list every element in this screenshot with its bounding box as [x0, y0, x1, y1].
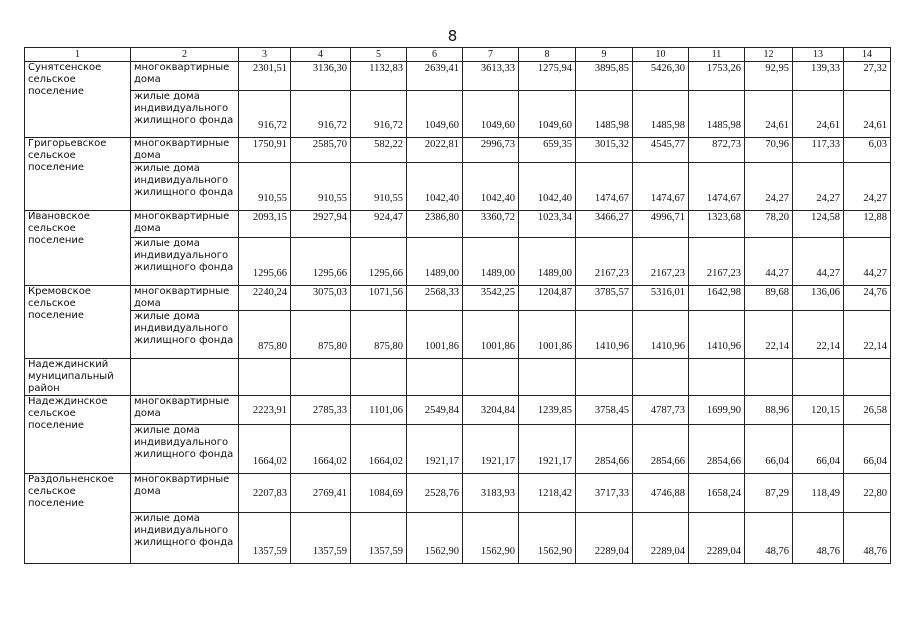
district-row — [25, 359, 891, 396]
empty-cell — [351, 359, 407, 396]
empty-cell — [844, 359, 891, 396]
table-cell: 1474,67 — [633, 163, 689, 211]
column-header: 1 — [25, 48, 131, 62]
table-row — [25, 474, 891, 513]
table-cell: 1023,34 — [519, 211, 576, 238]
table-cell: 924,47 — [351, 211, 407, 238]
table-cell: 87,29 — [745, 474, 793, 513]
table-cell: 24,61 — [844, 91, 891, 138]
table-cell: 6,03 — [844, 138, 891, 163]
table-body — [25, 48, 891, 564]
table-cell: 24,61 — [793, 91, 844, 138]
column-header: 9 — [576, 48, 633, 62]
table-row — [25, 91, 891, 138]
table-cell: 89,68 — [745, 286, 793, 311]
table-cell: 2854,66 — [689, 425, 745, 474]
table-cell: 1042,40 — [519, 163, 576, 211]
table-cell: 3466,27 — [576, 211, 633, 238]
table-cell: 48,76 — [745, 513, 793, 564]
table-cell: 1357,59 — [291, 513, 351, 564]
empty-cell — [633, 359, 689, 396]
table-row — [25, 311, 891, 359]
table-cell: 92,95 — [745, 62, 793, 91]
table-cell: 26,58 — [844, 396, 891, 425]
housing-type: многоквартирные дома — [131, 286, 239, 311]
table-cell: 120,15 — [793, 396, 844, 425]
table-cell: 1275,94 — [519, 62, 576, 91]
table-cell: 12,88 — [844, 211, 891, 238]
table-cell: 66,04 — [844, 425, 891, 474]
table-cell: 2093,15 — [239, 211, 291, 238]
table-cell: 24,76 — [844, 286, 891, 311]
table-cell: 1042,40 — [463, 163, 519, 211]
table-cell: 1049,60 — [407, 91, 463, 138]
table-cell: 44,27 — [745, 238, 793, 286]
table-cell: 24,27 — [844, 163, 891, 211]
empty-cell — [519, 359, 576, 396]
table-cell: 2022,81 — [407, 138, 463, 163]
column-header: 4 — [291, 48, 351, 62]
table-cell: 2585,70 — [291, 138, 351, 163]
table-cell: 1750,91 — [239, 138, 291, 163]
empty-cell — [793, 359, 844, 396]
housing-type: многоквартирные дома — [131, 474, 239, 513]
table-cell: 1239,85 — [519, 396, 576, 425]
table-cell: 124,58 — [793, 211, 844, 238]
table-cell: 875,80 — [291, 311, 351, 359]
table-cell: 1664,02 — [351, 425, 407, 474]
table-row — [25, 513, 891, 564]
table-cell: 1664,02 — [291, 425, 351, 474]
table-cell: 24,27 — [745, 163, 793, 211]
table-cell: 582,22 — [351, 138, 407, 163]
table-cell: 2167,23 — [689, 238, 745, 286]
housing-type: жилые дома индивидуального жилищного фонда — [131, 163, 239, 211]
empty-cell — [291, 359, 351, 396]
table-cell: 910,55 — [291, 163, 351, 211]
table-cell: 659,35 — [519, 138, 576, 163]
table-cell: 1132,83 — [351, 62, 407, 91]
table-cell: 22,14 — [844, 311, 891, 359]
table-cell: 1218,42 — [519, 474, 576, 513]
settlement-name: Раздольненское сельское поселение — [25, 474, 131, 564]
table-cell: 139,33 — [793, 62, 844, 91]
table-cell: 1049,60 — [519, 91, 576, 138]
housing-type: жилые дома индивидуального жилищного фонда — [131, 238, 239, 286]
table-cell: 48,76 — [844, 513, 891, 564]
housing-type: жилые дома индивидуального жилищного фонда — [131, 425, 239, 474]
column-header: 3 — [239, 48, 291, 62]
column-header: 10 — [633, 48, 689, 62]
table-cell: 1921,17 — [519, 425, 576, 474]
table-cell: 910,55 — [351, 163, 407, 211]
empty-cell — [131, 359, 239, 396]
table-cell: 1295,66 — [351, 238, 407, 286]
table-cell: 1204,87 — [519, 286, 576, 311]
table-cell: 1295,66 — [291, 238, 351, 286]
table-cell: 875,80 — [239, 311, 291, 359]
table-cell: 5316,01 — [633, 286, 689, 311]
table-cell: 118,49 — [793, 474, 844, 513]
table-cell: 1323,68 — [689, 211, 745, 238]
table-cell: 3015,32 — [576, 138, 633, 163]
page-number: 8 — [447, 27, 458, 45]
table-cell: 1410,96 — [633, 311, 689, 359]
table-cell: 2785,33 — [291, 396, 351, 425]
table-cell: 2854,66 — [633, 425, 689, 474]
table-cell: 1921,17 — [463, 425, 519, 474]
table-row — [25, 238, 891, 286]
table-cell: 1001,86 — [519, 311, 576, 359]
column-header: 11 — [689, 48, 745, 62]
table-cell: 3136,30 — [291, 62, 351, 91]
table-row — [25, 62, 891, 91]
table-cell: 70,96 — [745, 138, 793, 163]
table-cell: 3183,93 — [463, 474, 519, 513]
table-cell: 4746,88 — [633, 474, 689, 513]
table-cell: 2223,91 — [239, 396, 291, 425]
table-cell: 24,61 — [745, 91, 793, 138]
column-header: 2 — [131, 48, 239, 62]
table-row — [25, 163, 891, 211]
table-cell: 1562,90 — [463, 513, 519, 564]
table-cell: 4996,71 — [633, 211, 689, 238]
table-cell: 1001,86 — [463, 311, 519, 359]
table-cell: 1042,40 — [407, 163, 463, 211]
settlement-name: Сунятсенское сельское поселение — [25, 62, 131, 138]
table-row — [25, 425, 891, 474]
table-cell: 916,72 — [351, 91, 407, 138]
empty-cell — [576, 359, 633, 396]
table-cell: 2289,04 — [576, 513, 633, 564]
table-cell: 1642,98 — [689, 286, 745, 311]
table-cell: 1474,67 — [576, 163, 633, 211]
housing-type: многоквартирные дома — [131, 211, 239, 238]
table-cell: 1049,60 — [463, 91, 519, 138]
table-cell: 1357,59 — [239, 513, 291, 564]
housing-type: многоквартирные дома — [131, 138, 239, 163]
table-cell: 1001,86 — [407, 311, 463, 359]
table-cell: 2639,41 — [407, 62, 463, 91]
settlement-name: Григорьевское сельское поселение — [25, 138, 131, 211]
table-cell: 1562,90 — [519, 513, 576, 564]
table-cell: 2769,41 — [291, 474, 351, 513]
table-cell: 3758,45 — [576, 396, 633, 425]
header-row — [25, 48, 891, 62]
empty-cell — [239, 359, 291, 396]
table-cell: 3204,84 — [463, 396, 519, 425]
table-row — [25, 211, 891, 238]
table-cell: 22,80 — [844, 474, 891, 513]
table-cell: 1357,59 — [351, 513, 407, 564]
table-cell: 1101,06 — [351, 396, 407, 425]
table-cell: 5426,30 — [633, 62, 689, 91]
table-cell: 3613,33 — [463, 62, 519, 91]
settlement-name: Ивановское сельское поселение — [25, 211, 131, 286]
table-cell: 1295,66 — [239, 238, 291, 286]
table-cell: 4545,77 — [633, 138, 689, 163]
empty-cell — [745, 359, 793, 396]
table-cell: 22,14 — [793, 311, 844, 359]
table-cell: 1489,00 — [519, 238, 576, 286]
table-cell: 2568,33 — [407, 286, 463, 311]
table-cell: 3895,85 — [576, 62, 633, 91]
housing-type: многоквартирные дома — [131, 396, 239, 425]
table-cell: 24,27 — [793, 163, 844, 211]
table-cell: 2854,66 — [576, 425, 633, 474]
table-cell: 1485,98 — [576, 91, 633, 138]
table-cell: 2167,23 — [633, 238, 689, 286]
table-cell: 1474,67 — [689, 163, 745, 211]
table-cell: 1410,96 — [689, 311, 745, 359]
table-row — [25, 138, 891, 163]
table-cell: 2996,73 — [463, 138, 519, 163]
table-cell: 48,76 — [793, 513, 844, 564]
table-cell: 2386,80 — [407, 211, 463, 238]
table-cell: 44,27 — [793, 238, 844, 286]
table-cell: 872,73 — [689, 138, 745, 163]
table-cell: 2528,76 — [407, 474, 463, 513]
table-cell: 136,06 — [793, 286, 844, 311]
empty-cell — [689, 359, 745, 396]
table-cell: 3785,57 — [576, 286, 633, 311]
table-cell: 916,72 — [239, 91, 291, 138]
table-cell: 2927,94 — [291, 211, 351, 238]
tariff-table — [24, 47, 891, 564]
table-cell: 3542,25 — [463, 286, 519, 311]
empty-cell — [463, 359, 519, 396]
table-cell: 2240,24 — [239, 286, 291, 311]
housing-type: жилые дома индивидуального жилищного фонда — [131, 91, 239, 138]
column-header: 7 — [463, 48, 519, 62]
table-cell: 916,72 — [291, 91, 351, 138]
settlement-name: Кремовское сельское поселение — [25, 286, 131, 359]
table-cell: 3360,72 — [463, 211, 519, 238]
table-cell: 2167,23 — [576, 238, 633, 286]
table-cell: 2301,51 — [239, 62, 291, 91]
table-cell: 1489,00 — [407, 238, 463, 286]
column-header: 6 — [407, 48, 463, 62]
table-cell: 910,55 — [239, 163, 291, 211]
housing-type: жилые дома индивидуального жилищного фонда — [131, 311, 239, 359]
table-cell: 2289,04 — [689, 513, 745, 564]
column-header: 5 — [351, 48, 407, 62]
table-cell: 1753,26 — [689, 62, 745, 91]
table-cell: 1664,02 — [239, 425, 291, 474]
table-cell: 1084,69 — [351, 474, 407, 513]
table-row — [25, 286, 891, 311]
empty-cell — [407, 359, 463, 396]
settlement-name: Надеждинское сельское поселение — [25, 396, 131, 474]
table-cell: 1485,98 — [689, 91, 745, 138]
table-cell: 875,80 — [351, 311, 407, 359]
district-name: Надеждинский муниципальный район — [25, 359, 131, 396]
table-cell: 2207,83 — [239, 474, 291, 513]
table-cell: 27,32 — [844, 62, 891, 91]
table-cell: 1658,24 — [689, 474, 745, 513]
table-cell: 3717,33 — [576, 474, 633, 513]
table-cell: 22,14 — [745, 311, 793, 359]
housing-type: многоквартирные дома — [131, 62, 239, 91]
column-header: 8 — [519, 48, 576, 62]
table-cell: 66,04 — [793, 425, 844, 474]
table-cell: 3075,03 — [291, 286, 351, 311]
table-cell: 78,20 — [745, 211, 793, 238]
table-cell: 1699,90 — [689, 396, 745, 425]
table-cell: 66,04 — [745, 425, 793, 474]
table-cell: 4787,73 — [633, 396, 689, 425]
table-cell: 1921,17 — [407, 425, 463, 474]
table-cell: 1562,90 — [407, 513, 463, 564]
table-cell: 1071,56 — [351, 286, 407, 311]
table-cell: 44,27 — [844, 238, 891, 286]
table-cell: 88,96 — [745, 396, 793, 425]
table-row — [25, 396, 891, 425]
column-header: 14 — [844, 48, 891, 62]
table-cell: 2549,84 — [407, 396, 463, 425]
housing-type: жилые дома индивидуального жилищного фонда — [131, 513, 239, 564]
table-cell: 1410,96 — [576, 311, 633, 359]
column-header: 13 — [793, 48, 844, 62]
column-header: 12 — [745, 48, 793, 62]
table-cell: 1489,00 — [463, 238, 519, 286]
table-cell: 1485,98 — [633, 91, 689, 138]
table-cell: 117,33 — [793, 138, 844, 163]
table-cell: 2289,04 — [633, 513, 689, 564]
